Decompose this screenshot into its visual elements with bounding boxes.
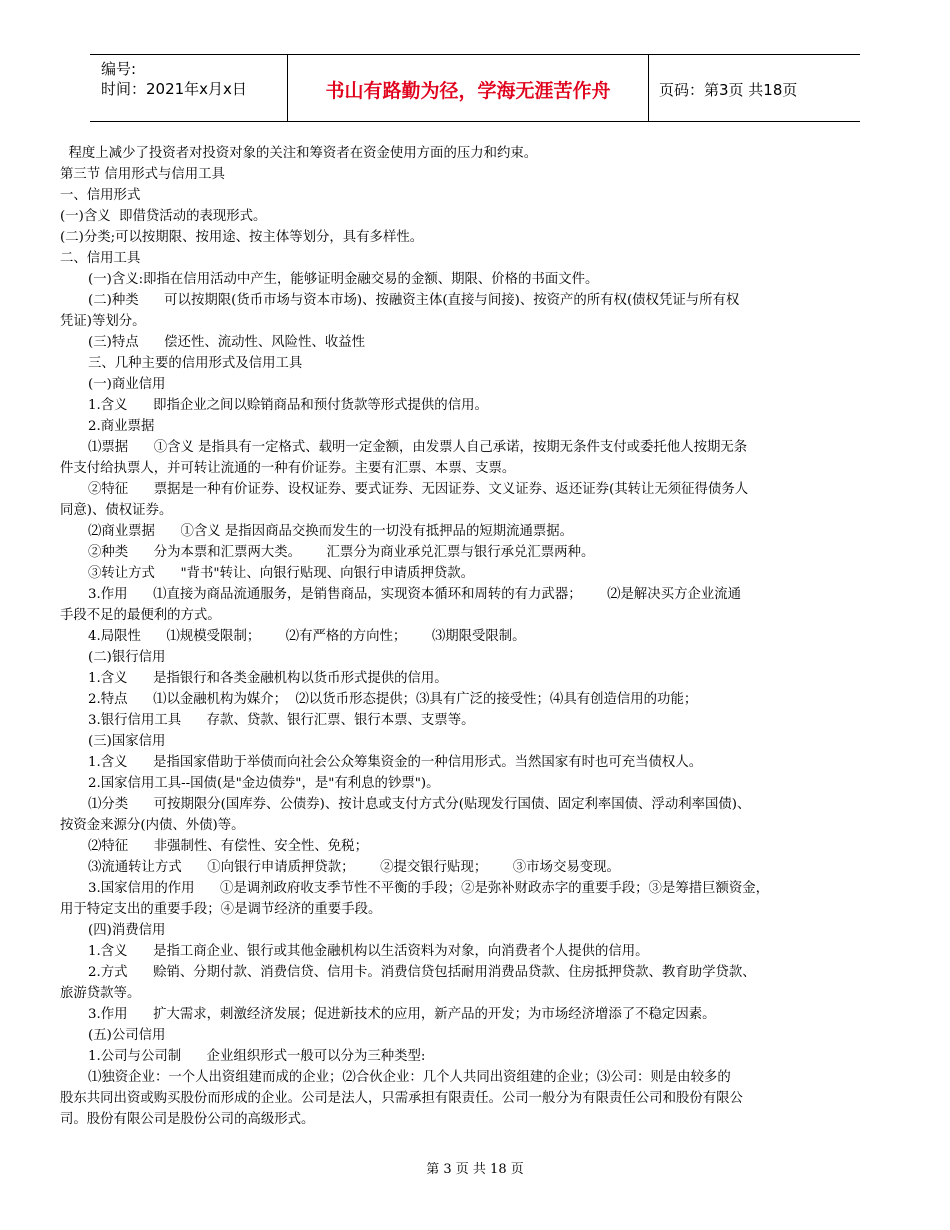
header-divider-right (648, 54, 649, 121)
body-line: (一)含义 即借贷活动的表现形式。 (60, 209, 267, 224)
body-line: 程度上减少了投资者对投资对象的关注和筹资者在资金使用方面的压力和约束。 (60, 146, 538, 161)
body-line: 二、信用工具 (60, 251, 141, 266)
body-line: ⑶流通转让方式 ①向银行申请质押贷款； ②提交银行贴现； ③市场交易变现。 (88, 860, 620, 875)
body-line: 1.含义 是指国家借助于举债而向社会公众筹集资金的一种信用形式。当然国家有时也可充当债权人。 (88, 755, 703, 770)
body-line: 件支付给执票人，并可转让流通的一种有价证券。主要有汇票、本票、支票。 (60, 461, 516, 476)
body-line: 1.含义 是指银行和各类金融机构以货币形式提供的信用。 (88, 671, 448, 686)
body-line: 股东共同出资或购买股份而形成的企业。公司是法人，只需承担有限责任。公司一般分为有限责任公司和股份有限公 (60, 1091, 743, 1106)
document-body (60, 143, 890, 1130)
body-line: 2.国家信用工具--国债(是"金边债券"，是"有利息的钞票")。 (88, 776, 440, 791)
body-line: (一)含义:即指在信用活动中产生，能够证明金融交易的金额、期限、价格的书面文件。 (88, 272, 599, 287)
body-line: (五)公司信用 (88, 1028, 166, 1043)
body-line: (三)国家信用 (88, 734, 166, 749)
body-line: 司。股份有限公司是股份公司的高级形式。 (60, 1112, 315, 1127)
header-number-label: 编号: (101, 60, 137, 78)
body-line: 4.局限性 ⑴规模受限制； ⑵有严格的方向性； ⑶期限受限制。 (88, 629, 526, 644)
body-line: ⑵特征 非强制性、有偿性、安全性、免税； (88, 839, 368, 854)
body-line: ⑵商业票据 ①含义 是指因商品交换而发生的一切没有抵押品的短期流通票据。 (88, 524, 574, 539)
body-line: 2.方式 赊销、分期付款、消费信贷、信用卡。消费信贷包括耐用消费品贷款、住房抵押贷款、教育助学贷款、 (88, 965, 756, 980)
body-line: ②特征 票据是一种有价证券、设权证券、要式证券、无因证券、文义证券、返还证券(其转让无须征得债务人 (88, 482, 749, 497)
footer-page-number: 第 3 页 共 18 页 (426, 1162, 524, 1177)
header-page-info: 页码：第3页 共18页 (659, 81, 798, 99)
body-line: 2.特点 ⑴以金融机构为媒介； ⑵以货币形态提供；⑶具有广泛的接受性；⑷具有创造信用的功能； (88, 692, 698, 707)
body-line: 3.作用 扩大需求，刺激经济发展；促进新技术的应用，新产品的开发；为市场经济增添了不稳定因素。 (88, 1007, 716, 1022)
body-line: ⑴票据 ①含义 是指具有一定格式、载明一定金额，由发票人自己承诺，按期无条件支付或委托他人按期无条 (88, 440, 748, 455)
body-line: ③转让方式 "背书"转让、向银行贴现、向银行申请质押贷款。 (88, 566, 475, 581)
body-line: 手段不足的最便利的方式。 (60, 608, 221, 623)
header-motto: 书山有路勤为径，学海无涯苦作舟 (325, 80, 611, 102)
body-line: (二)分类;可以按期限、按用途、按主体等划分，具有多样性。 (60, 230, 424, 245)
body-line: 3.作用 ⑴直接为商品流通服务，是销售商品，实现资本循环和周转的有力武器； ⑵是解决买方企业流通 (88, 587, 742, 602)
body-line: 1.含义 是指工商企业、银行或其他金融机构以生活资料为对象，向消费者个人提供的信用。 (88, 944, 649, 959)
section-heading: 第三节 信用形式与信用工具 (60, 167, 225, 182)
body-line: 3.国家信用的作用 ①是调剂政府收支季节性不平衡的手段；②是弥补财政赤字的重要手段；③是筹措巨额资金， (88, 881, 770, 896)
body-line: (一)商业信用 (88, 377, 166, 392)
body-line: 用于特定支出的重要手段；④是调节经济的重要手段。 (60, 902, 382, 917)
body-line: ②种类 分为本票和汇票两大类。 汇票分为商业承兑汇票与银行承兑汇票两种。 (88, 545, 595, 560)
body-line: 3.银行信用工具 存款、贷款、银行汇票、银行本票、支票等。 (88, 713, 475, 728)
body-line: (二)种类 可以按期限(货币市场与资本市场)、按融资主体(直接与间接)、按资产的所有权(债权凭证与所有权 (88, 293, 740, 308)
body-line: (三)特点 偿还性、流动性、风险性、收益性 (88, 335, 366, 350)
body-line: 三、几种主要的信用形式及信用工具 (88, 356, 303, 371)
body-line: 1.含义 即指企业之间以赊销商品和预付货款等形式提供的信用。 (88, 398, 488, 413)
body-line: 2.商业票据 (88, 419, 155, 434)
body-line: 同意)、债权证券。 (60, 503, 173, 518)
body-line: 凭证)等划分。 (60, 314, 146, 329)
body-line: 按资金来源分(内债、外债)等。 (60, 818, 245, 833)
body-line: ⑴独资企业：一个人出资组建而成的企业；⑵合伙企业：几个人共同出资组建的企业；⑶公司：则是由较多的 (88, 1070, 731, 1085)
body-line: 一、信用形式 (60, 188, 141, 203)
body-line: (二)银行信用 (88, 650, 166, 665)
body-line: 1.公司与公司制 企业组织形式一般可以分为三种类型: (88, 1049, 426, 1064)
body-line: (四)消费信用 (88, 923, 166, 938)
header-rule-top (90, 54, 860, 55)
header-rule-bottom (90, 121, 860, 122)
body-line: ⑴分类 可按期限分(国库券、公债券)、按计息或支付方式分(贴现发行国债、固定利率国债、浮动利率国债)、 (88, 797, 751, 812)
header-time-label: 时间：2021年x月x日 (101, 80, 247, 98)
body-line: 旅游贷款等。 (60, 986, 141, 1001)
